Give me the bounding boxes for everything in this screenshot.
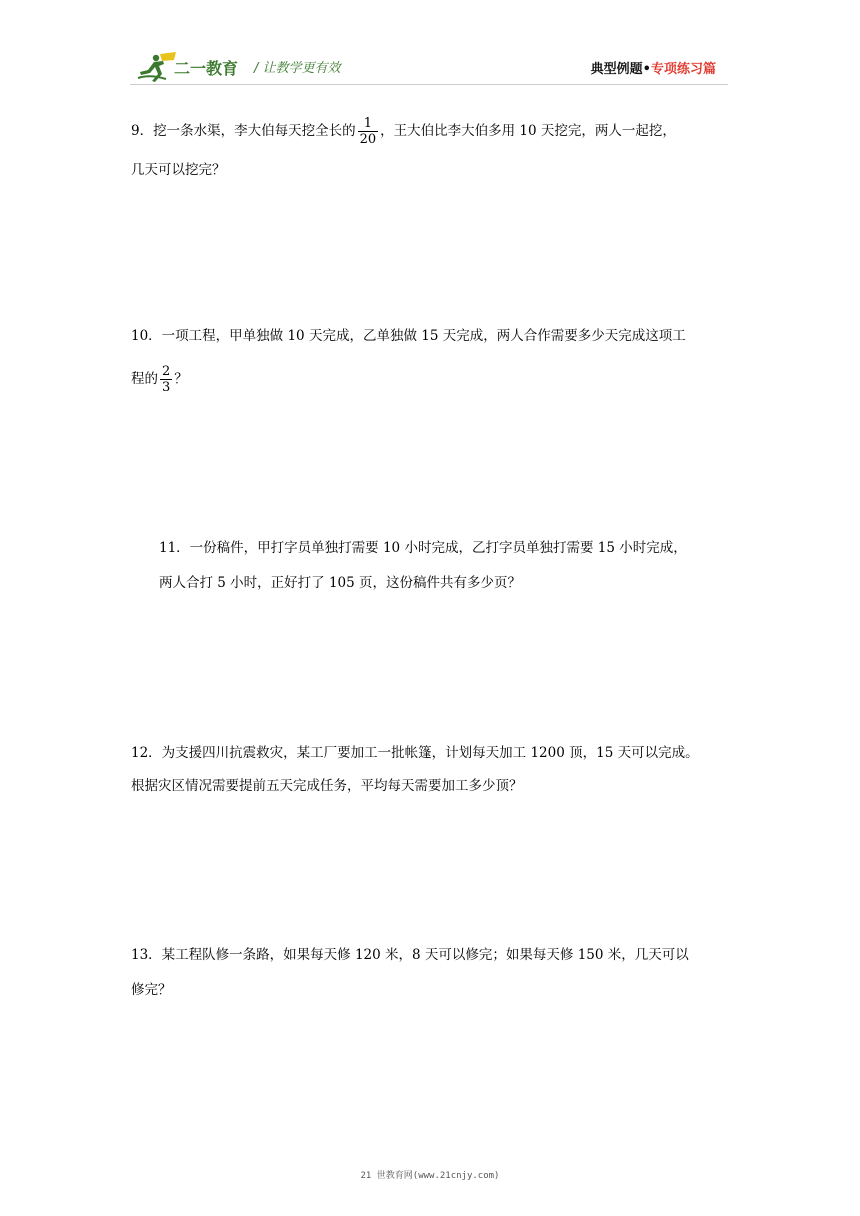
question-9-text-pre: 9．挖一条水渠，李大伯每天挖全长的 [131, 123, 356, 139]
fraction-denominator: 20 [359, 132, 377, 147]
question-11-line-2: 两人合打 5 小时，正好打了 105 页，这份稿件共有多少页？ [159, 575, 522, 591]
fraction-numerator: 2 [162, 364, 171, 379]
fraction-denominator: 3 [162, 380, 171, 395]
question-10-line-2 [131, 364, 188, 395]
question-10-line-1: 10．一项工程，甲单独做 10 天完成，乙单独做 15 天完成，两人合作需要多少天完成这项工 [131, 328, 686, 344]
question-12-line-1: 12．为支援四川抗震救灾，某工厂要加工一批帐篷，计划每天加工 1200 顶，15 天可以完成。 [131, 745, 699, 761]
header-divider [130, 84, 728, 85]
question-12-line-2: 根据灾区情况需要提前五天完成任务，平均每天需要加工多少顶？ [131, 778, 523, 794]
question-13-line-1: 13．某工程队修一条路，如果每天修 120 米，8 天可以修完；如果每天修 150 米，几天可以 [131, 947, 689, 963]
brand-slogan: / 让教学更有效 [254, 61, 341, 76]
fraction-two-thirds [160, 364, 172, 395]
question-10-text-pre: 程的 [131, 371, 158, 387]
question-9-line-1 [131, 116, 676, 147]
section-title-suffix: 专项练习篇 [650, 62, 716, 77]
question-13-line-2: 修完？ [131, 982, 172, 998]
question-9-line-2: 几天可以挖完？ [131, 162, 226, 178]
section-title-prefix: 典型例题• [590, 62, 651, 77]
page-header [130, 44, 728, 84]
fraction-one-twentieth [358, 116, 379, 147]
question-10-text-post: ？ [174, 371, 188, 387]
question-11-line-1: 11．一份稿件，甲打字员单独打需要 10 小时完成，乙打字员单独打需要 15 小时完成， [159, 540, 687, 556]
section-title [591, 58, 716, 77]
page-footer: 21 世教育网(www.21cnjy.com) [360, 1171, 500, 1181]
fraction-numerator: 1 [358, 116, 379, 132]
brand-name: 二一教育 [174, 59, 239, 78]
question-9-text-post: ，王大伯比李大伯多用 10 天挖完，两人一起挖， [380, 123, 676, 139]
